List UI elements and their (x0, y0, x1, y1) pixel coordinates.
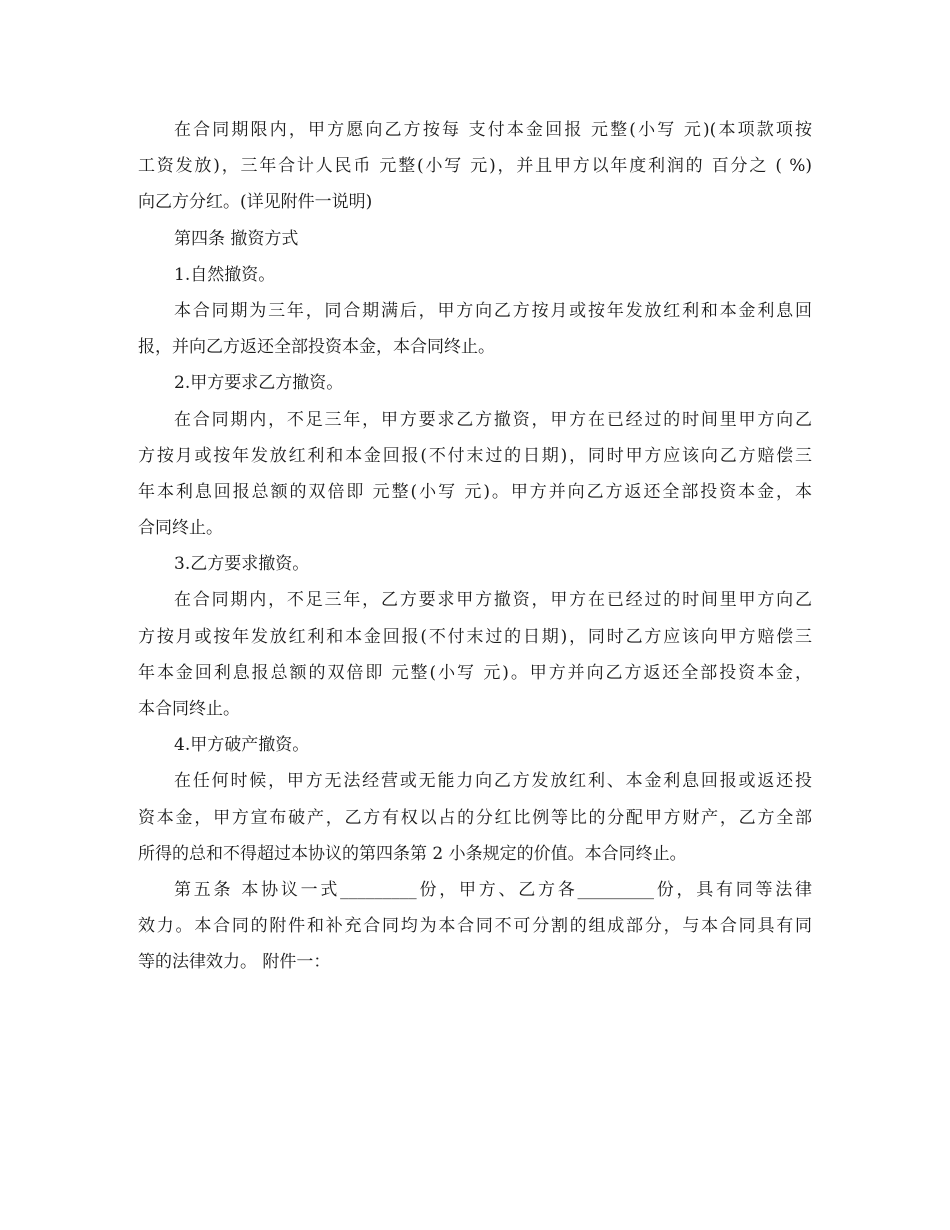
text-line: 第五条 本协议一式_________份，甲方、乙方各_________份，具有同等法律 (174, 879, 812, 900)
text-line: 报，并向乙方返还全部投资本金，本合同终止。 (138, 337, 495, 358)
text-line: 第四条 撤资方式 (174, 228, 299, 249)
text-line: 在任何时候，甲方无法经营或无能力向乙方发放红利、本金利息回报或返还投 (174, 771, 812, 792)
text-line: 所得的总和不得超过本协议的第四条第 2 小条规定的价值。本合同终止。 (138, 843, 687, 864)
text-line: 等的法律效力。 附件一： (138, 952, 331, 973)
document-body (138, 112, 812, 981)
text-line: 工资发放)，三年合计人民币 元整(小写 元)，并且甲方以年度利润的 百分之 ( %) (138, 156, 812, 177)
text-line: 在合同期内，不足三年，甲方要求乙方撤资，甲方在已经过的时间里甲方向乙 (174, 409, 812, 430)
text-line: 1.自然撤资。 (174, 264, 276, 285)
text-line: 年本利息回报总额的双倍即 元整(小写 元)。甲方并向乙方返还全部投资本金，本 (138, 481, 812, 502)
text-line: 本合同终止。 (138, 699, 240, 719)
text-line: 4.甲方破产撤资。 (174, 735, 310, 756)
text-line: 向乙方分红。(详见附件一说明) (138, 192, 373, 213)
text-line: 本合同期为三年，同合期满后，甲方向乙方按月或按年发放红利和本金利息回 (174, 300, 812, 321)
text-line: 在合同期内，不足三年，乙方要求甲方撤资，甲方在已经过的时间里甲方向乙 (174, 590, 812, 611)
text-line: 年本金回利息报总额的双倍即 元整(小写 元)。甲方并向乙方返还全部投资本金， (138, 662, 812, 683)
text-line: 2.甲方要求乙方撤资。 (174, 373, 344, 394)
text-line: 3.乙方要求撤资。 (174, 554, 310, 575)
text-line: 在合同期限内，甲方愿向乙方按每 支付本金回报 元整(小写 元)(本项款项按 (174, 120, 812, 140)
text-line: 效力。本合同的附件和补充合同均为本合同不可分割的组成部分，与本合同具有同 (138, 916, 812, 937)
text-line: 方按月或按年发放红利和本金回报(不付末过的日期)，同时甲方应该向乙方赔偿三 (138, 445, 812, 466)
text-line: 方按月或按年发放红利和本金回报(不付末过的日期)，同时乙方应该向甲方赔偿三 (138, 626, 812, 647)
text-line: 资本金，甲方宣布破产，乙方有权以占的分红比例等比的分配甲方财产，乙方全部 (138, 807, 812, 828)
text-line: 合同终止。 (138, 518, 223, 539)
